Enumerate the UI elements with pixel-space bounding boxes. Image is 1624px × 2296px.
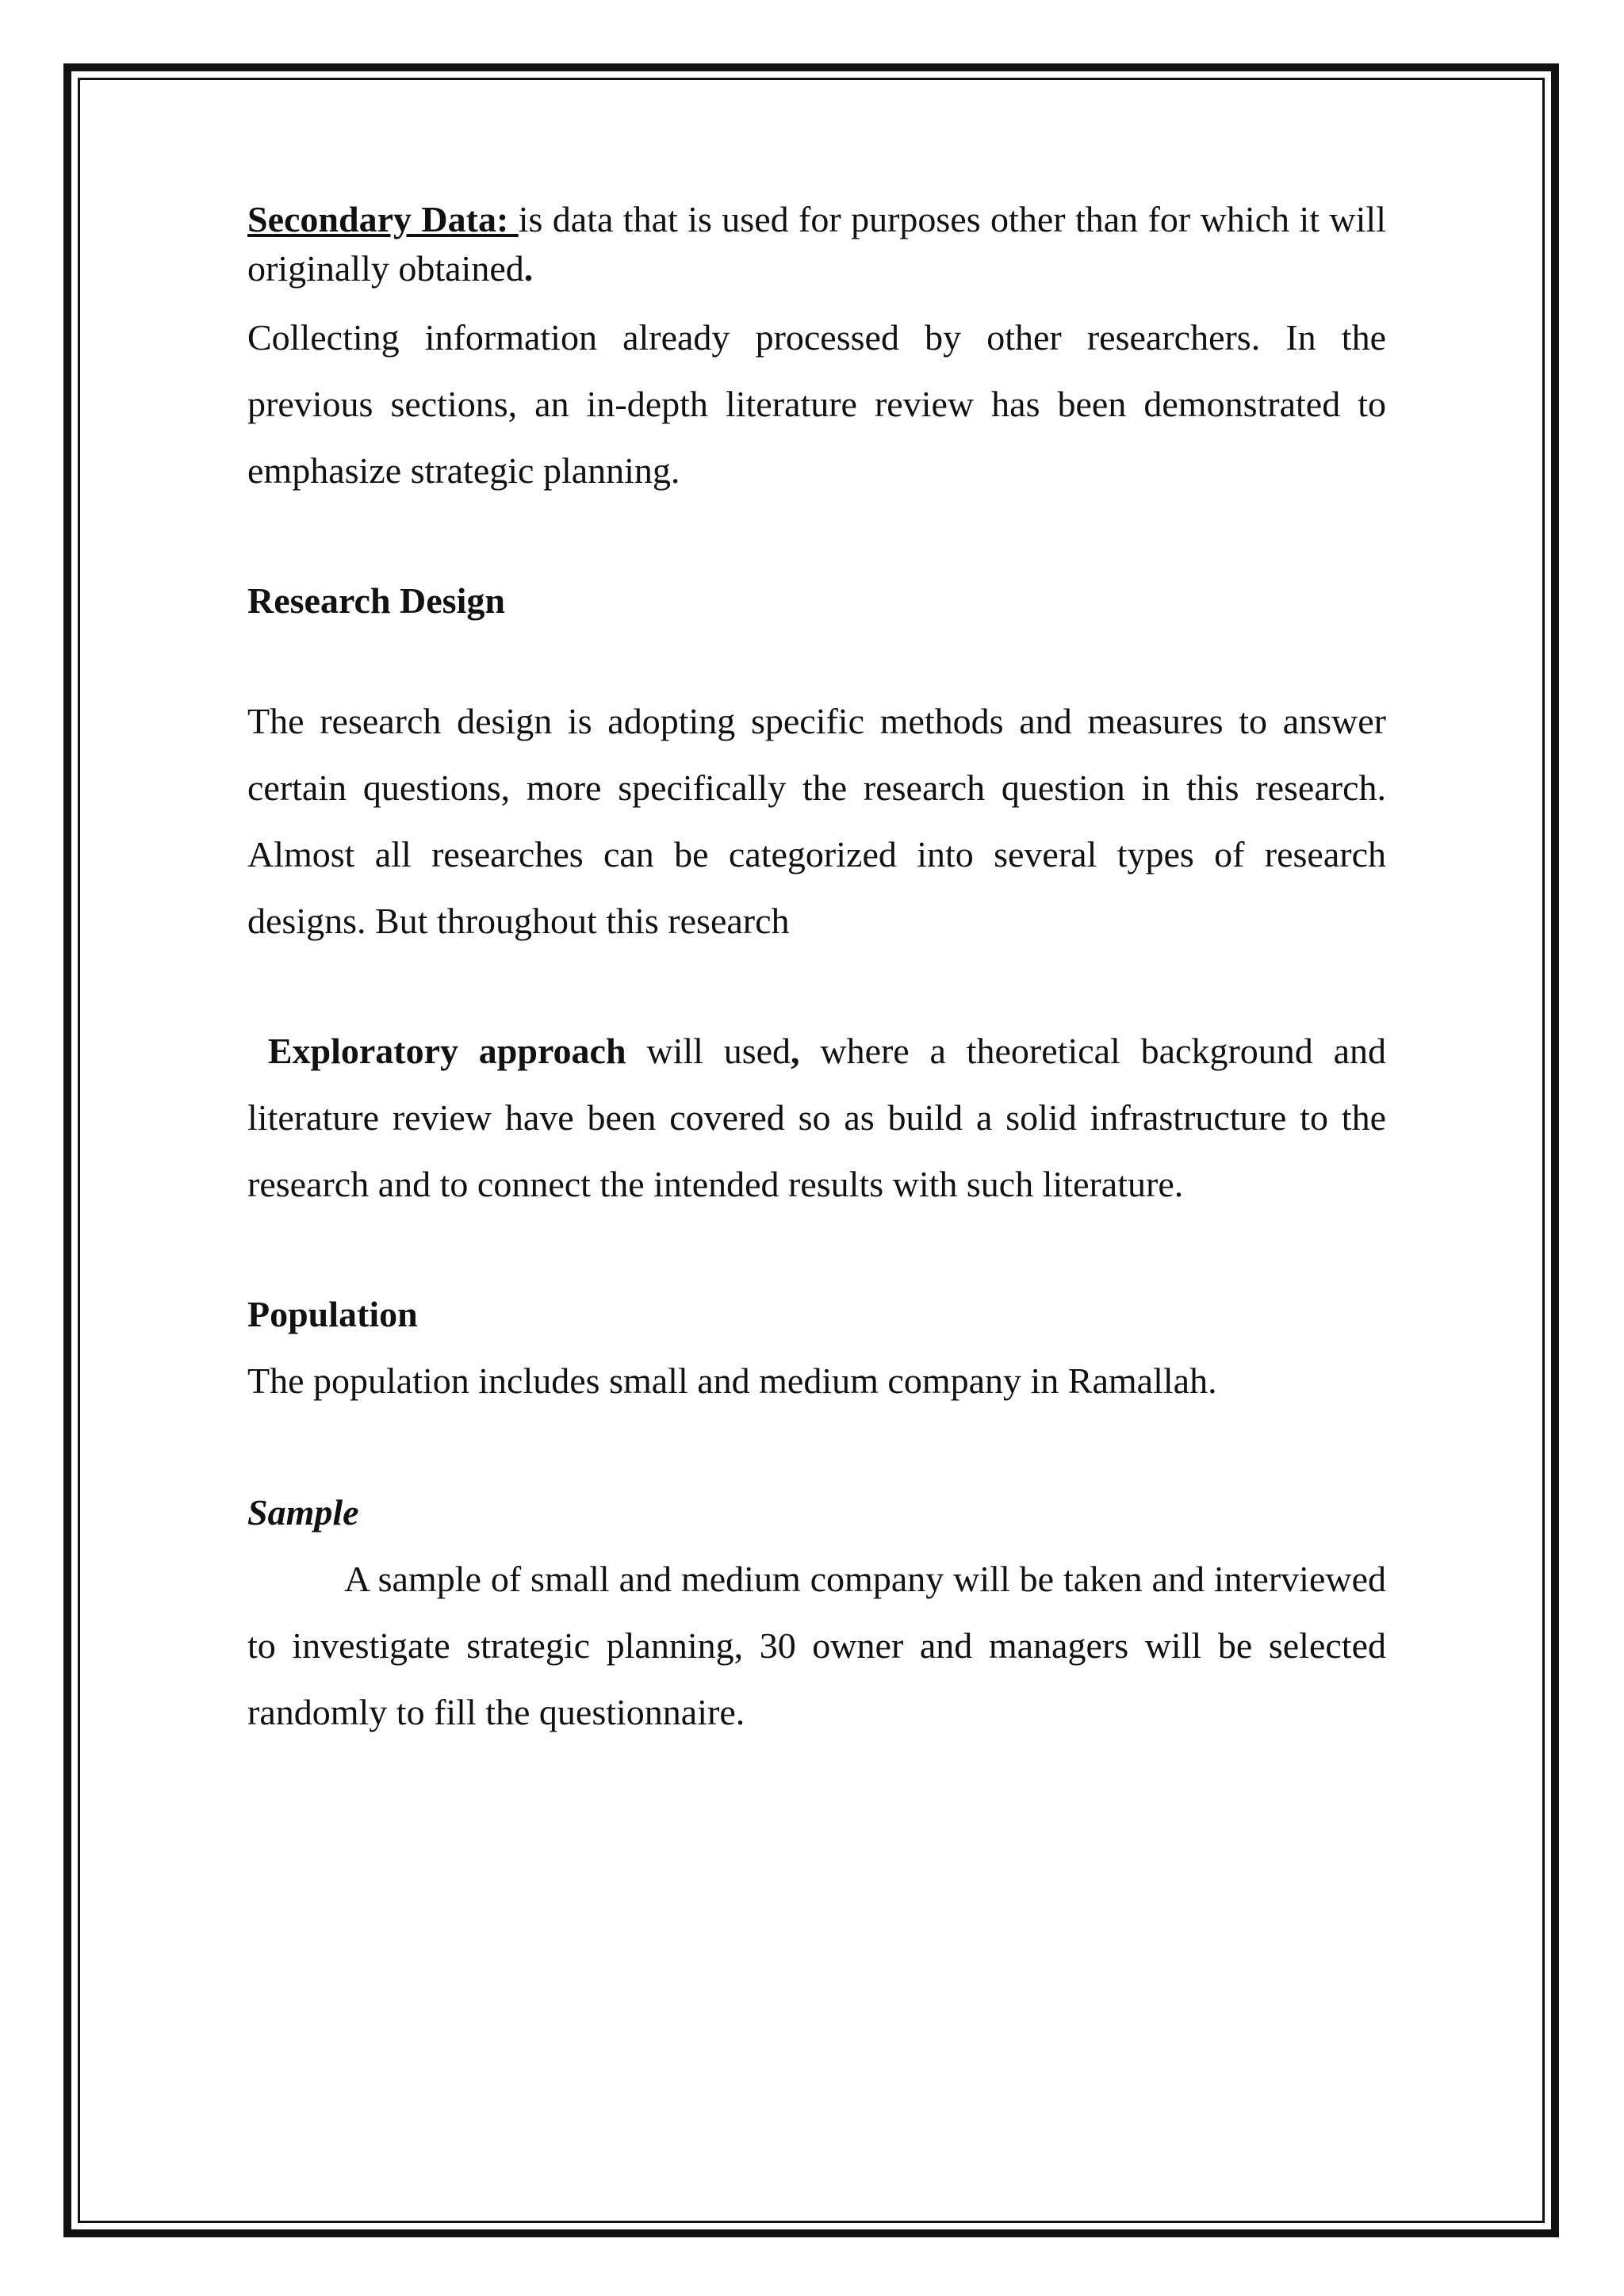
secondary-data-period: . xyxy=(523,248,534,289)
secondary-data-paragraph xyxy=(247,195,1386,293)
sample-heading: Sample xyxy=(247,1492,359,1533)
sample-paragraph: A sample of small and medium company will be taken and interviewed to investigate strategic planning, 30 owner and managers will be selected randomly to fill the questionnaire. xyxy=(247,1559,1386,1732)
secondary-data-label: Secondary Data: xyxy=(247,199,519,239)
secondary-data-text: is data that is used for purposes other than for which it will originally obtained xyxy=(247,199,1386,289)
population-heading: Population xyxy=(247,1294,418,1334)
research-design-paragraph: The research design is adopting specific methods and measures to answer certain questions, more specifically the research question in this research. Almost all researches can be categorized into several types of research designs. But throughout this research xyxy=(247,701,1386,941)
exploratory-term: Exploratory approach xyxy=(267,1031,626,1071)
population-paragraph: The population includes small and medium company in Ramallah. xyxy=(247,1360,1217,1401)
document-body xyxy=(247,195,1386,1746)
collecting-paragraph: Collecting information already processed by other researchers. In the previous sections, an in-depth literature review has been demonstrated to emphasize strategic planning. xyxy=(247,317,1386,491)
exploratory-comma: , xyxy=(791,1031,800,1071)
research-design-heading: Research Design xyxy=(247,580,505,621)
exploratory-text-1: will used xyxy=(626,1031,791,1071)
exploratory-text-2: where a theoretical background and literature review have been covered so as build a solid infrastructure to the research and to connect the intended results with such literature. xyxy=(247,1031,1387,1204)
exploratory-paragraph xyxy=(247,1018,1386,1218)
